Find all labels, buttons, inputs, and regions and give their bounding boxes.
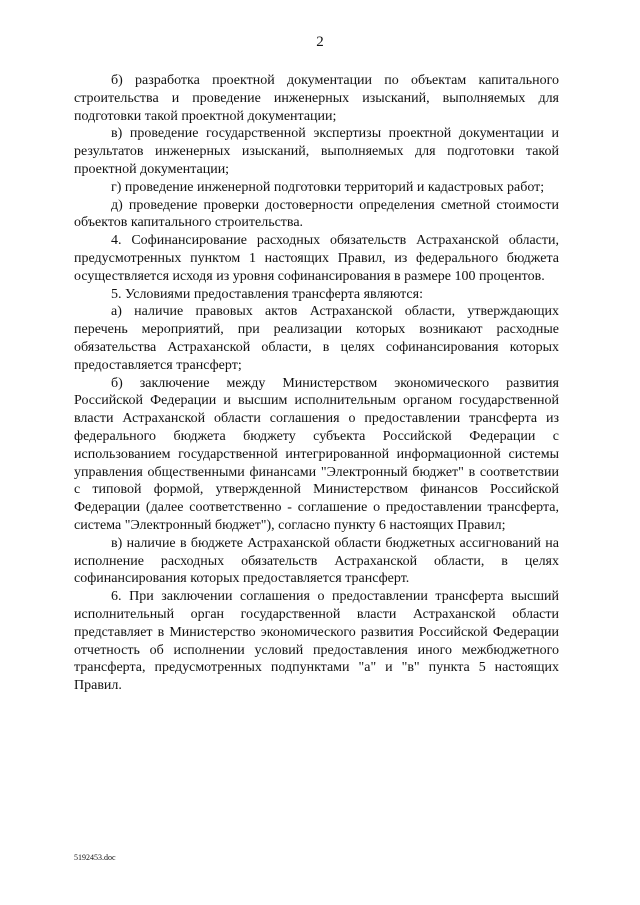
page-number: 2 (316, 34, 324, 50)
paragraph-item-b-design: б) разработка проектной документации по объектам капитального строительства и проведение инженерных изысканий, выполняемых для подготовки такой проектной документации; (74, 73, 559, 124)
paragraph-item-d-verification: д) проведение проверки достоверности определения сметной стоимости объектов капитального строительства. (74, 197, 559, 231)
paragraph-item-v-budget: в) наличие в бюджете Астраханской области бюджетных ассигнований на исполнение расходных обязательств Астраханской области, в целях софинансирования которых предоставляется трансферт. (74, 535, 559, 587)
paragraph-section-4: 4. Софинансирование расходных обязательств Астраханской области, предусмотренных пунктом 1 настоящих Правил, из федерального бюджета осуществляется исходя из уровня софинансирования в размере 100 процентов. (74, 233, 559, 284)
paragraph-section-6: 6. При заключении соглашения о предоставлении трансферта высший исполнительный орган государственной власти Астраханской области представляет в Министерство экономического развития Российской Федерации отчетность об исполнении условий предоставления иного межбюджетного трансферта, предусмотренных подпунктами "а" и "в" пункта 5 настоящих Правил. (74, 589, 559, 694)
paragraph-item-a-legal-acts: а) наличие правовых актов Астраханской области, утверждающих перечень мероприятий, при реализации которых возникают расходные обязательства Астраханской области, в целях софинансирования которых предоставляется трансферт; (74, 304, 559, 373)
document-body (74, 72, 559, 695)
paragraph-item-v-expertise: в) проведение государственной экспертизы проектной документации и результатов инженерных изысканий, выполняемых для подготовки такой проектной документации; (74, 126, 559, 177)
paragraph-section-5: 5. Условиями предоставления трансферта являются: (111, 286, 423, 302)
file-name-footer: 5192453.doc (74, 853, 116, 862)
paragraph-item-g-engineering: г) проведение инженерной подготовки территорий и кадастровых работ; (111, 179, 545, 195)
paragraph-item-b-agreement: б) заключение между Министерством экономического развития Российской Федерации и высшим исполнительным органом государственной власти Астраханской области соглашения о предоставлении трансферта из федерального бюджета бюджету субъекта Российской Федерации с использованием государственной интегрированной информационной системы управления общественными финансами "Электронный бюджет" в соответствии с типовой формой, утвержденной Министерством финансов Российской Федерации (далее соответственно - соглашение о предоставлении трансферта, система "Электронный бюджет"), согласно пункту 6 настоящих Правил; (74, 375, 559, 533)
